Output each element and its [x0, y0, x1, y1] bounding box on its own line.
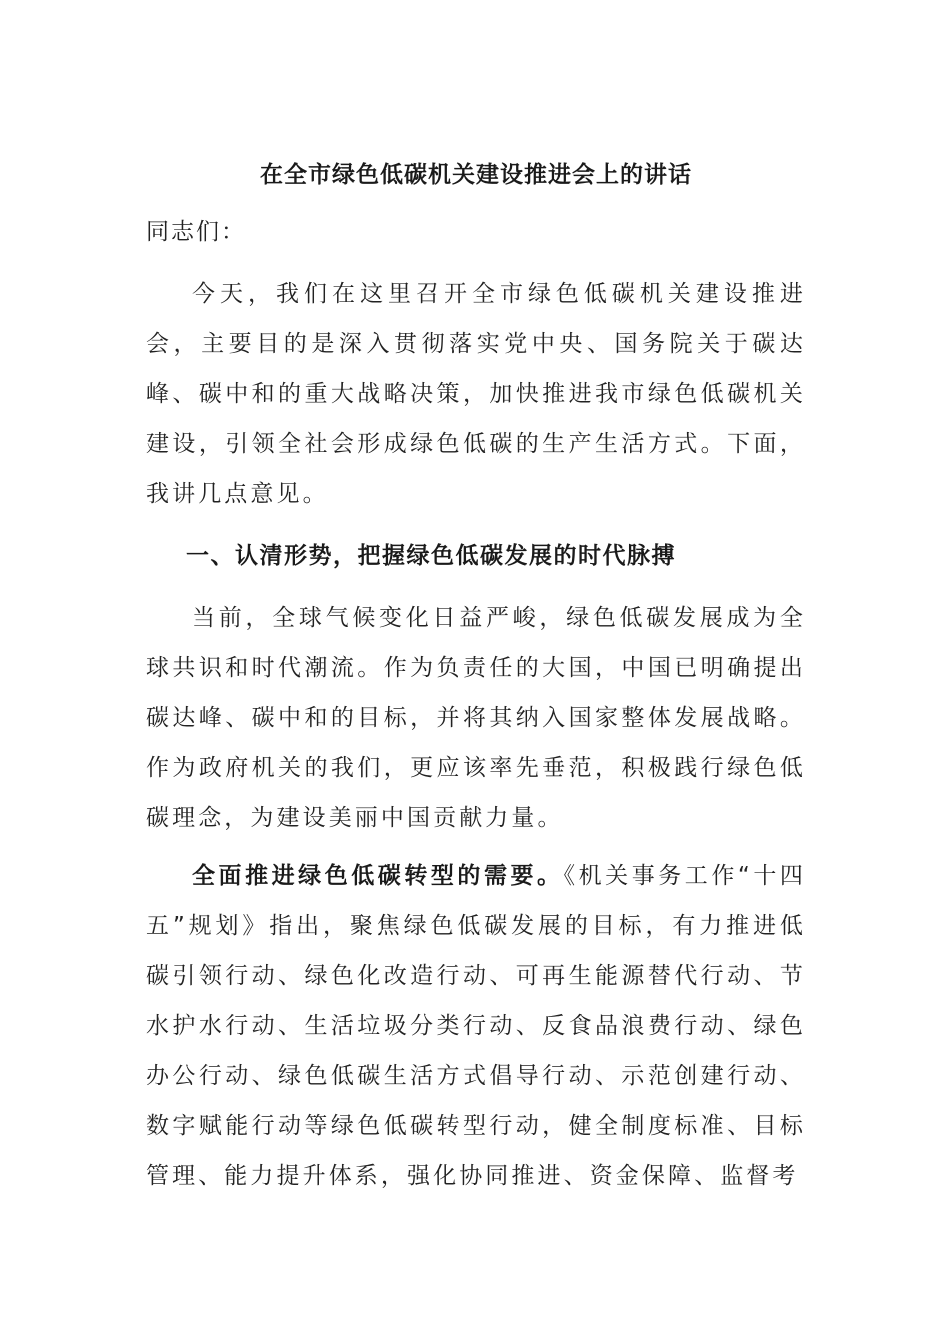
- intro-paragraph: 今天，我们在这里召开全市绿色低碳机关建设推进会，主要目的是深入贯彻落实党中央、国务院关于碳达峰、碳中和的重大战略决策，加快推进我市绿色低碳机关建设，引领全社会形成绿色低碳的生产生活方式。下面，我讲几点意见。: [146, 281, 806, 507]
- section-paragraph: 当前，全球气候变化日益严峻，绿色低碳发展成为全球共识和时代潮流。作为负责任的大国，中国已明确提出碳达峰、碳中和的目标，并将其纳入国家整体发展战略。作为政府机关的我们，更应该率先垂范，积极践行绿色低碳理念，为建设美丽中国贡献力量。: [146, 605, 806, 831]
- document-body: [146, 155, 806, 1201]
- section-heading: 一、认清形势，把握绿色低碳发展的时代脉搏: [186, 543, 676, 569]
- section-paragraph-2: [146, 851, 806, 1201]
- salutation: 同志们：: [146, 219, 246, 245]
- paragraph-body: 《机关事务工作“十四五”规划》指出，聚焦绿色低碳发展的目标，有力推进低碳引领行动、绿色化改造行动、可再生能源替代行动、节水护水行动、生活垃圾分类行动、反食品浪费行动、绿色办公行动、绿色低碳生活方式倡导行动、示范创建行动、数字赋能行动等绿色低碳转型行动，健全制度标准、目标管理、能力提升体系，强化协同推进、资金保障、监督考: [146, 863, 806, 1189]
- paragraph-lead: 全面推进绿色低碳转型的需要。: [192, 863, 564, 889]
- document-title: 在全市绿色低碳机关建设推进会上的讲话: [260, 162, 692, 188]
